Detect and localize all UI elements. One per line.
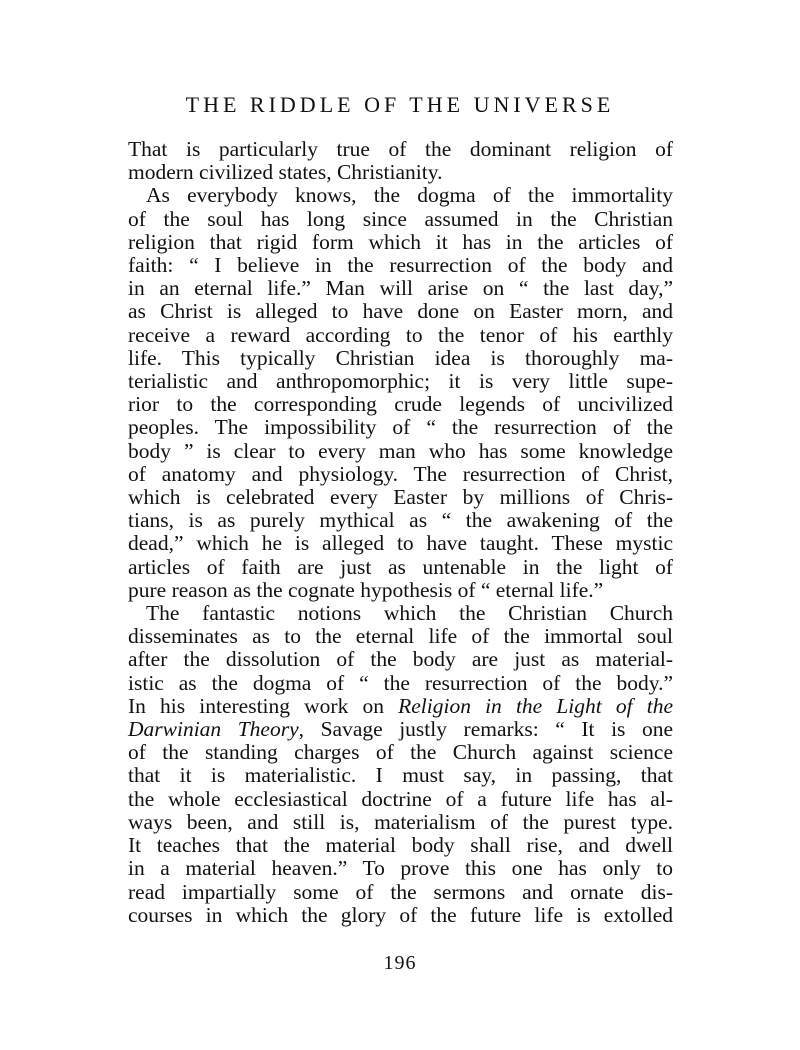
text-run: , Savage justly remarks: “ It is one: [298, 717, 673, 742]
text-line: of the standing charges of the Church against science: [128, 740, 673, 765]
text-run: In his interesting work on: [128, 693, 399, 718]
text-line: It teaches that the material body shall rise, and dwell: [128, 833, 673, 858]
text-line: as Christ is alleged to have done on Easter morn, and: [128, 299, 673, 324]
text-line: ways been, and still is, materialism of the purest type.: [128, 809, 673, 834]
text-line: courses in which the glory of the future life is extolled: [128, 902, 673, 927]
paragraph-3: [128, 602, 673, 927]
text-line: in an eternal life.” Man will arise on “ the last day,”: [128, 276, 673, 301]
paragraph-1: [128, 138, 673, 184]
text-line: body ” is clear to every man who has some knowledge: [128, 438, 673, 463]
text-line: that it is materialistic. I must say, in passing, that: [128, 763, 673, 788]
text-line: faith: “ I believe in the resurrection of the body and: [128, 253, 673, 278]
book-title-italic: Darwinian Theory: [128, 717, 299, 742]
text-line: dead,” which he is alleged to have taught. These mystic: [128, 531, 673, 556]
text-line: peoples. The impossibility of “ the resurrection of the: [128, 415, 673, 440]
text-line: The fantastic notions which the Christian Church: [146, 601, 673, 626]
text-line: which is celebrated every Easter by millions of Chris-: [128, 485, 673, 510]
text-line: religion that rigid form which it has in the articles of: [128, 229, 673, 254]
text-line: As everybody knows, the dogma of the immortality: [146, 183, 673, 208]
text-line: life. This typically Christian idea is thoroughly ma-: [128, 345, 673, 370]
text-line: the whole ecclesiastical doctrine of a future life has al-: [128, 786, 673, 811]
body-text: [128, 138, 673, 927]
text-line: of anatomy and physiology. The resurrection of Christ,: [128, 461, 673, 486]
text-line: read impartially some of the sermons and ornate dis-: [128, 879, 673, 904]
text-line: rior to the corresponding crude legends of uncivilized: [128, 392, 673, 417]
page-number: 196: [383, 952, 417, 974]
text-line: disseminates as to the eternal life of the immortal soul: [128, 624, 673, 649]
text-line: receive a reward according to the tenor of his earthly: [128, 322, 673, 347]
text-line: of the soul has long since assumed in the Christian: [128, 206, 673, 231]
text-line: istic as the dogma of “ the resurrection of the body.”: [128, 670, 673, 695]
running-head: THE RIDDLE OF THE UNIVERSE: [185, 92, 615, 117]
text-line: in a material heaven.” To prove this one has only to: [128, 856, 673, 881]
text-line: articles of faith are just as untenable in the light of: [128, 554, 673, 579]
text-line: tians, is as purely mythical as “ the awakening of the: [128, 508, 673, 533]
text-line: That is particularly true of the dominant religion of: [128, 137, 673, 161]
book-title-italic: Religion in the Light of the: [398, 693, 673, 718]
text-line: [128, 695, 673, 718]
paragraph-2: [128, 184, 673, 602]
text-line: pure reason as the cognate hypothesis of “ eternal life.”: [128, 577, 604, 602]
text-line: terialistic and anthropomorphic; it is very little supe-: [128, 369, 673, 394]
text-line: [128, 718, 673, 741]
text-line: after the dissolution of the body are just as material-: [128, 647, 673, 672]
text-line: modern civilized states, Christianity.: [128, 160, 443, 185]
